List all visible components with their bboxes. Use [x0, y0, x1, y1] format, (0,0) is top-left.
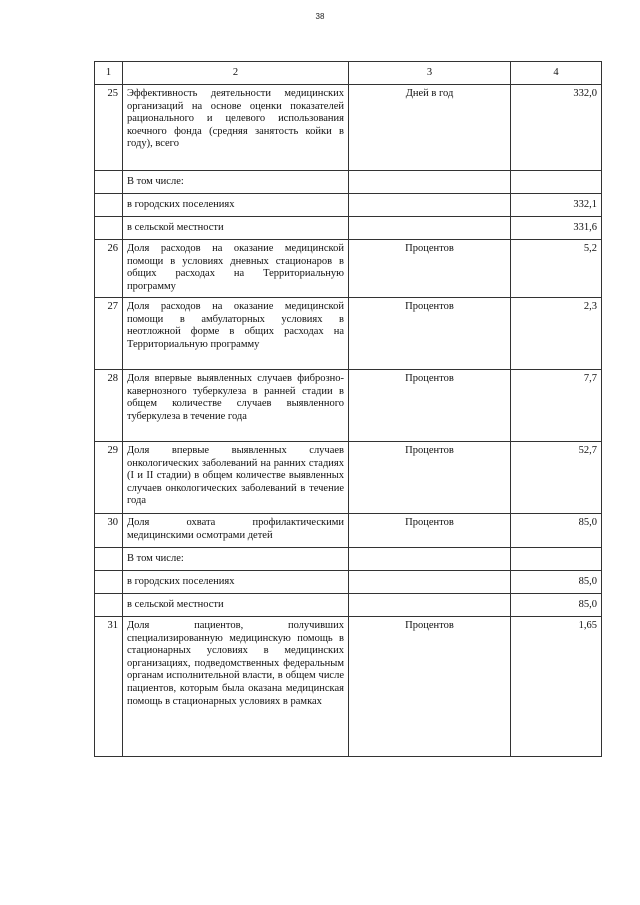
indicator-name: Доля пациентов, получивших специализированную медицинскую помощь в стационарных условиях в медицинских организациях, подведомственных федеральным органам исполнительной власти, в общем числе пациентов, которым была оказана медицинская помощь в стационарных условиях в рамках [123, 617, 349, 757]
value-cell: 85,0 [511, 594, 602, 617]
row-number: 28 [95, 370, 123, 442]
unit-cell: Процентов [349, 514, 511, 548]
value-cell: 332,0 [511, 85, 602, 171]
row-number [95, 171, 123, 194]
row-number: 31 [95, 617, 123, 757]
column-header: 4 [511, 62, 602, 85]
value-cell: 331,6 [511, 217, 602, 240]
row-number: 27 [95, 298, 123, 370]
unit-cell: Процентов [349, 370, 511, 442]
indicator-name: в городских поселениях [123, 194, 349, 217]
indicator-name: Доля впервые выявленных случаев онкологических заболеваний на ранних стадиях (I и II стадии) в общем количестве выявленных случаев онкологических заболеваний в течение года [123, 442, 349, 514]
indicator-name: Доля расходов на оказание медицинской помощи в амбулаторных условиях в неотложной форме в общих расходах на Территориальную программу [123, 298, 349, 370]
table-row [95, 194, 602, 217]
value-cell: 7,7 [511, 370, 602, 442]
value-cell: 1,65 [511, 617, 602, 757]
unit-cell [349, 548, 511, 571]
table-row [95, 442, 602, 514]
row-number: 26 [95, 240, 123, 298]
value-cell [511, 548, 602, 571]
unit-cell: Процентов [349, 240, 511, 298]
table-row [95, 571, 602, 594]
table-row [95, 240, 602, 298]
value-cell: 52,7 [511, 442, 602, 514]
indicators-table [94, 61, 602, 757]
value-cell [511, 171, 602, 194]
unit-cell [349, 594, 511, 617]
row-number: 29 [95, 442, 123, 514]
unit-cell: Дней в год [349, 85, 511, 171]
row-number [95, 571, 123, 594]
indicator-name: Доля расходов на оказание медицинской помощи в условиях дневных стационаров в общих расходах на Территориальную программу [123, 240, 349, 298]
indicator-name: В том числе: [123, 548, 349, 571]
value-cell: 85,0 [511, 571, 602, 594]
value-cell: 5,2 [511, 240, 602, 298]
table-row [95, 617, 602, 757]
unit-cell [349, 571, 511, 594]
table-row [95, 370, 602, 442]
table-row [95, 298, 602, 370]
unit-cell [349, 217, 511, 240]
table-row [95, 217, 602, 240]
indicator-name: Доля впервые выявленных случаев фиброзно-кавернозного туберкулеза в ранней стадии в общем количестве случаев выявленного туберкулеза в течение года [123, 370, 349, 442]
table-row [95, 548, 602, 571]
row-number [95, 548, 123, 571]
column-header: 3 [349, 62, 511, 85]
table-row [95, 594, 602, 617]
unit-cell: Процентов [349, 298, 511, 370]
row-number [95, 194, 123, 217]
table-header-row [95, 62, 602, 85]
unit-cell: Процентов [349, 617, 511, 757]
indicator-name: Эффективность деятельности медицинских организаций на основе оценки показателей рационального и целевого использования коечного фонда (средняя занятость койки в году), всего [123, 85, 349, 171]
row-number: 25 [95, 85, 123, 171]
table-row [95, 171, 602, 194]
indicator-name: в сельской местности [123, 217, 349, 240]
row-number [95, 217, 123, 240]
indicator-name: в сельской местности [123, 594, 349, 617]
value-cell: 85,0 [511, 514, 602, 548]
page-number: 38 [315, 12, 325, 21]
value-cell: 332,1 [511, 194, 602, 217]
value-cell: 2,3 [511, 298, 602, 370]
indicator-name: Доля охвата профилактическими медицинскими осмотрами детей [123, 514, 349, 548]
indicator-name: в городских поселениях [123, 571, 349, 594]
column-header: 2 [123, 62, 349, 85]
table-row [95, 85, 602, 171]
indicator-name: В том числе: [123, 171, 349, 194]
unit-cell [349, 171, 511, 194]
row-number [95, 594, 123, 617]
table-row [95, 514, 602, 548]
column-header: 1 [95, 62, 123, 85]
row-number: 30 [95, 514, 123, 548]
unit-cell [349, 194, 511, 217]
unit-cell: Процентов [349, 442, 511, 514]
